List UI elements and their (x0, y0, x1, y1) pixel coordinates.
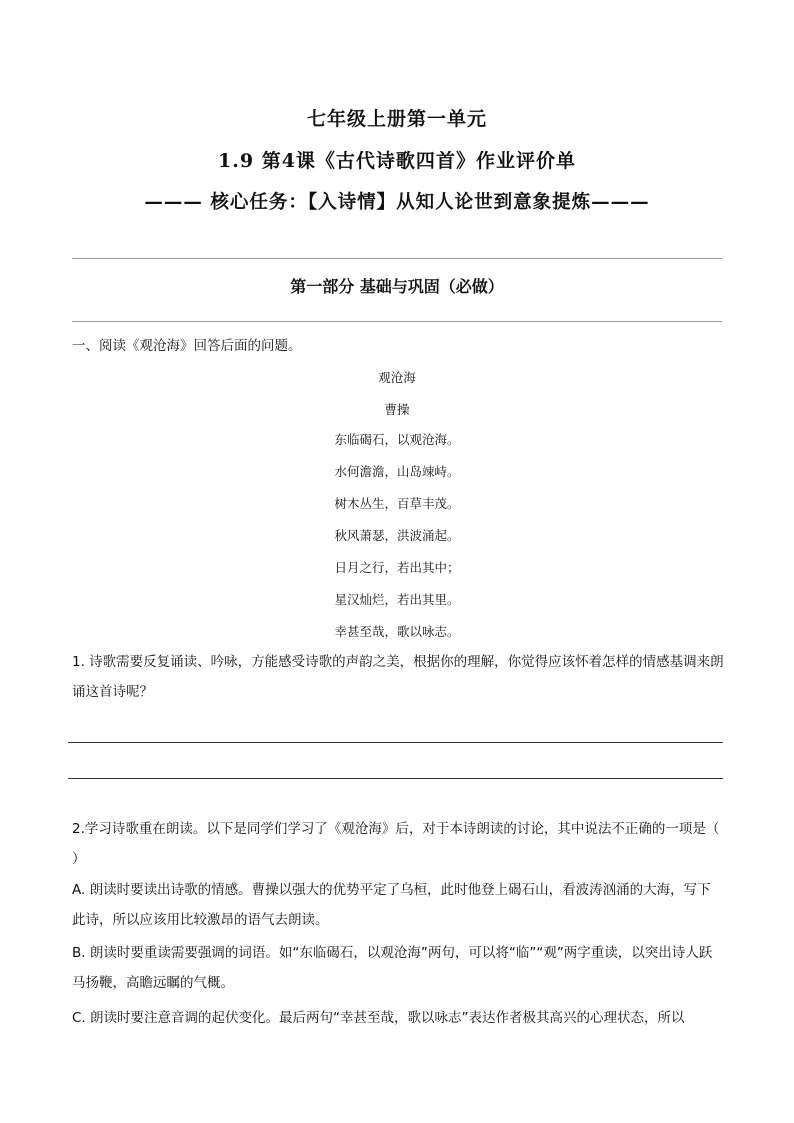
answer-line[interactable] (68, 742, 723, 743)
poem-line: 水何澹澹，山岛竦峙。 (334, 464, 460, 479)
poem-line: 幸甚至哉，歌以咏志。 (334, 624, 460, 639)
section-top-divider (72, 258, 722, 259)
poem-line: 东临碣石，以观沧海。 (334, 432, 460, 447)
section-title: 第一部分 基础与巩固（必做） (290, 277, 504, 296)
question-group-intro: 一、阅读《观沧海》回答后面的问题。 (72, 338, 302, 354)
question-2-option-b: B. 朗读时要重读需要强调的词语。如“东临碣石，以观沧海”两句，可以将“临”“观”两字重读，以突出诗人跃马扬鞭，高瞻远瞩的气概。 (72, 945, 713, 991)
lesson-title: 1.9 第4课《古代诗歌四首》作业评价单 (218, 150, 576, 172)
poem-title: 观沧海 (378, 370, 416, 385)
question-2-option-a: A. 朗读时要读出诗歌的情感。曹操以强大的优势平定了乌桓，此时他登上碣石山，看波涛汹涌的大海，写下此诗，所以应该用比较激昂的语气去朗读。 (72, 882, 711, 928)
poem-line: 日月之行，若出其中； (334, 560, 460, 575)
question-2-stem: 2.学习诗歌重在朗读。以下是同学们学习了《观沧海》后，对于本诗朗读的讨论，其中说法不正确的一项是（ ） (72, 821, 720, 867)
poem-line: 秋风萧瑟，洪波涌起。 (334, 528, 460, 543)
poem-line: 树木丛生，百草丰茂。 (334, 496, 460, 511)
question-1: 1. 诗歌需要反复诵读、吟咏，方能感受诗歌的声韵之美，根据你的理解，你觉得应该怀着怎样的情感基调来朗诵这首诗呢？ (72, 654, 724, 700)
poem-line: 星汉灿烂，若出其里。 (334, 592, 460, 607)
section-bottom-divider (72, 321, 722, 322)
core-task-title: ——— 核心任务：【入诗情】从知人论世到意象提炼——— (144, 192, 650, 213)
grade-unit-title: 七年级上册第一单元 (306, 108, 487, 130)
answer-line[interactable] (68, 778, 723, 779)
question-2-option-c: C. 朗读时要注意音调的起伏变化。最后两句“幸甚至哉，歌以咏志”表达作者极其高兴的心理状态，所以 (72, 1010, 685, 1026)
poem-author: 曹操 (384, 402, 410, 417)
